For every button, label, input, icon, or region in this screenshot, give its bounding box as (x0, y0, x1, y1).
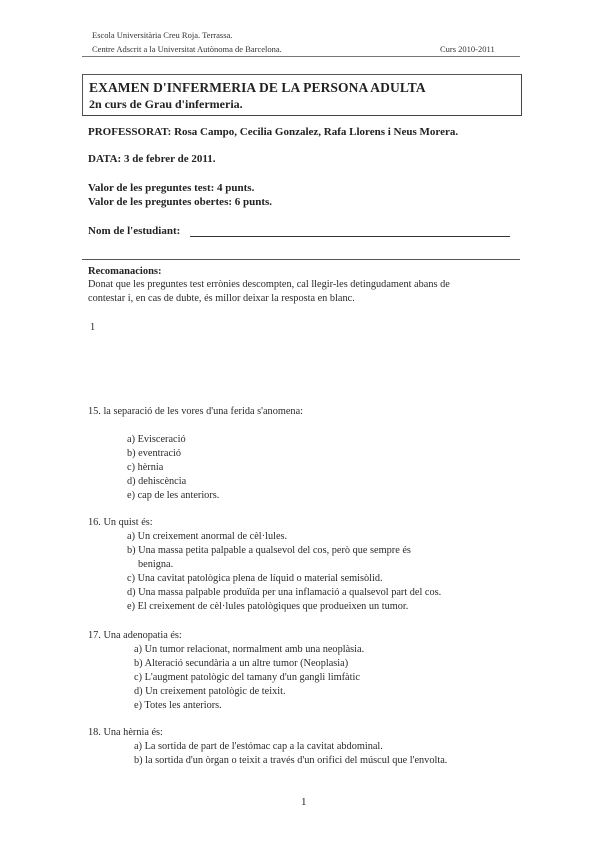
q15-option-c[interactable]: c) hèrnia (127, 462, 164, 473)
exam-date: DATA: 3 de febrer de 2011. (88, 153, 216, 165)
q16-option-a[interactable]: a) Un creixement anormal de cèl·lules. (127, 531, 288, 542)
q16-option-b[interactable]: b) Una massa petita palpable a qualsevol del cos, però que sempre és (127, 545, 411, 556)
q17-option-d[interactable]: d) Un creixement patològic de teixit. (134, 686, 286, 697)
student-name-field[interactable] (190, 236, 510, 237)
section-mark: 1 (90, 322, 96, 333)
question-18: 18. Una hèrnia és: (88, 727, 163, 738)
q15-option-d[interactable]: d) dehiscència (127, 476, 187, 487)
q17-option-e[interactable]: e) Totes les anteriors. (134, 700, 222, 711)
q16-option-e[interactable]: e) El creixement de cèl·lules patològiques que produeixen un tumor. (127, 601, 409, 612)
test-value: Valor de les preguntes test: 4 punts. (88, 182, 255, 194)
header-divider (82, 56, 520, 57)
q15-option-b[interactable]: b) eventració (127, 448, 182, 459)
recommendations-line1: Donat que les preguntes test errònies descompten, cal llegir-les detingudament abans de (88, 279, 450, 290)
exam-subtitle: 2n curs de Grau d'infermeria. (89, 97, 243, 111)
q17-option-a[interactable]: a) Un tumor relacionat, normalment amb una neoplàsia. (134, 644, 365, 655)
q16-option-c[interactable]: c) Una cavitat patològica plena de líquid o material semisòlid. (127, 573, 383, 584)
q15-option-e[interactable]: e) cap de les anteriors. (127, 490, 220, 501)
q18-option-b[interactable]: b) la sortida d'un òrgan o teixit a través d'un orifici del múscul que l'envolta. (134, 755, 448, 766)
q15-option-a[interactable]: a) Evisceració (127, 434, 186, 445)
question-15: 15. la separació de les vores d'una ferida s'anomena: (88, 406, 303, 417)
affiliation: Centre Adscrit a la Universitat Autònoma de Barcelona. (92, 44, 282, 54)
q16-option-d[interactable]: d) Una massa palpable produïda per una inflamació a qualsevol part del cos. (127, 587, 442, 598)
open-value: Valor de les preguntes obertes: 6 punts. (88, 196, 273, 208)
q17-option-c[interactable]: c) L'augment patològic del tamany d'un gangli limfàtic (134, 672, 360, 683)
exam-title: EXAMEN D'INFERMERIA DE LA PERSONA ADULTA (89, 80, 426, 95)
question-17: 17. Una adenopatia és: (88, 630, 182, 641)
course-year: Curs 2010-2011 (440, 44, 495, 54)
recommendations-line2: contestar i, en cas de dubte, és millor deixar la resposta en blanc. (88, 293, 355, 304)
recommendations-heading: Recomanacions: (88, 266, 162, 277)
title-box (82, 74, 522, 116)
school-name: Escola Universitària Creu Roja. Terrassa. (92, 30, 233, 40)
professors: PROFESSORAT: Rosa Campo, Cecilia Gonzalez, Rafa Llorens i Neus Morera. (88, 126, 459, 138)
question-16: 16. Un quist és: (88, 517, 153, 528)
section-divider (82, 259, 520, 260)
q16-option-b-continued: benigna. (138, 559, 174, 570)
q17-option-b[interactable]: b) Alteració secundària a un altre tumor (Neoplasia) (134, 658, 349, 669)
q18-option-a[interactable]: a) La sortida de part de l'estómac cap a la cavitat abdominal. (134, 741, 383, 752)
student-name-label: Nom de l'estudiant: (88, 225, 181, 237)
page-number: 1 (301, 796, 307, 808)
